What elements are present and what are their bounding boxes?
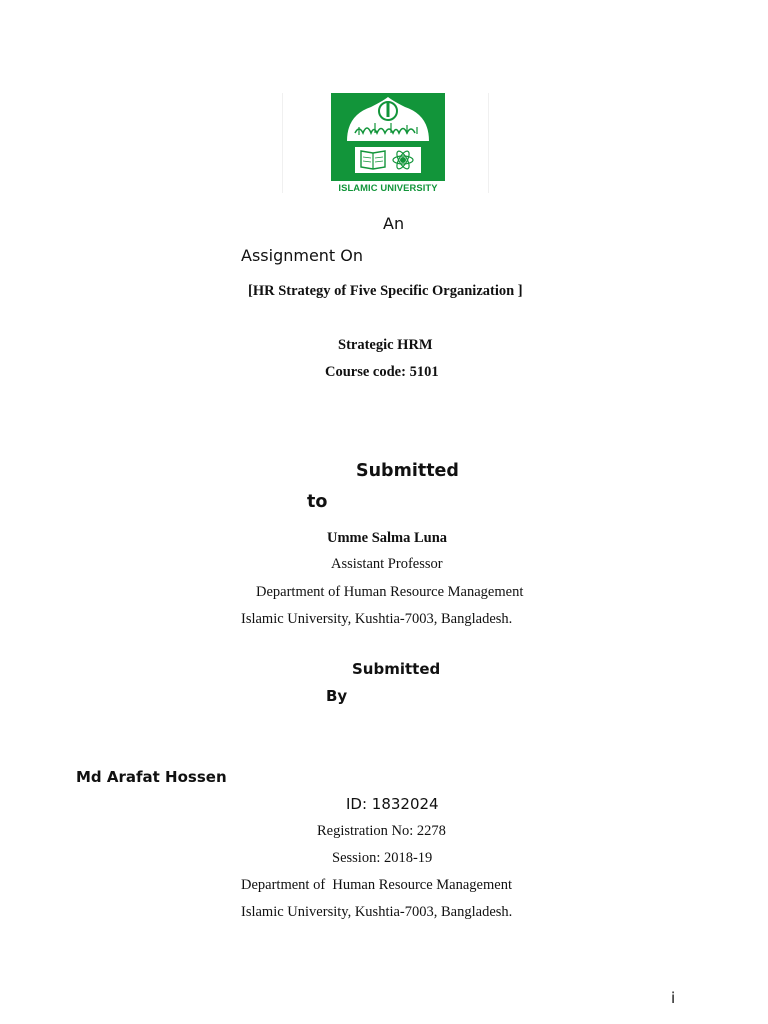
emblem-icon: [331, 93, 445, 181]
submitted-to-label-line1: Submitted: [356, 461, 459, 481]
logo-caption: ISLAMIC UNIVERSITY: [338, 182, 438, 193]
submitted-by-label-line2: By: [326, 687, 348, 705]
supervisor-university: Islamic University, Kushtia-7003, Bangladesh.: [241, 611, 513, 627]
student-university: Islamic University, Kushtia-7003, Bangladesh.: [241, 904, 513, 920]
student-registration: Registration No: 2278: [317, 823, 446, 839]
heading-line-an: An: [383, 214, 405, 233]
student-id: ID: 1832024: [346, 795, 439, 813]
heading-assignment-on: Assignment On: [241, 246, 364, 265]
assignment-topic: [HR Strategy of Five Specific Organization ]: [248, 283, 523, 299]
course-code: Course code: 5101: [325, 364, 439, 380]
student-name: Md Arafat Hossen: [76, 768, 227, 786]
university-logo: [331, 93, 445, 195]
submitted-to-label-line2: to: [307, 492, 328, 512]
page-number: i: [671, 989, 676, 1007]
supervisor-title: Assistant Professor: [331, 556, 443, 572]
supervisor-department: Department of Human Resource Management: [256, 584, 524, 600]
submitted-by-label-line1: Submitted: [352, 660, 441, 678]
student-session: Session: 2018-19: [332, 850, 433, 866]
student-department: Department of Human Resource Management: [241, 877, 512, 893]
course-name: Strategic HRM: [338, 337, 433, 353]
logo-emblem: [331, 93, 445, 181]
supervisor-name: Umme Salma Luna: [327, 530, 448, 546]
